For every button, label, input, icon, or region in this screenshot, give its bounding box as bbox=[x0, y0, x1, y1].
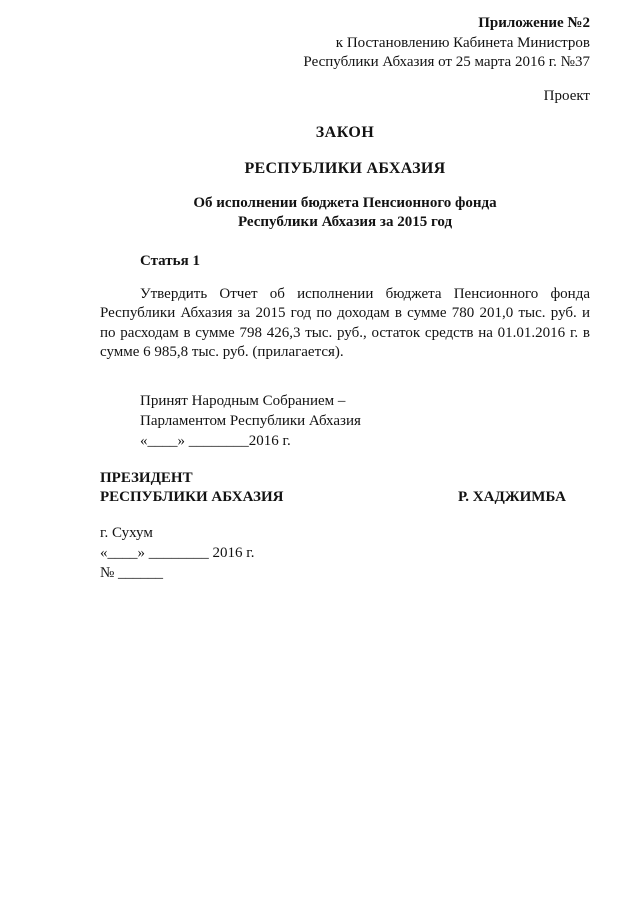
adoption-line: Принят Народным Собранием – bbox=[140, 392, 346, 409]
subject-line: Об исполнении бюджета Пенсионного фонда bbox=[193, 195, 497, 212]
date-line: «____» ________ 2016 г. bbox=[100, 545, 255, 561]
signature-row bbox=[100, 469, 590, 507]
city-line: г. Сухум bbox=[100, 524, 153, 541]
annex-line: к Постановлению Кабинета Министров bbox=[335, 34, 590, 51]
annex-title: Приложение №2 bbox=[478, 15, 590, 31]
signature-titles bbox=[100, 469, 283, 507]
subject-line: Республики Абхазия за 2015 год bbox=[237, 214, 453, 230]
adoption-block bbox=[100, 391, 590, 452]
title-block bbox=[100, 123, 590, 232]
annex-block bbox=[100, 14, 590, 73]
president-name: Р. ХАДЖИМБА bbox=[458, 489, 566, 505]
subject-title bbox=[100, 194, 590, 232]
adoption-date-line: «____» ________2016 г. bbox=[140, 433, 291, 449]
footer-block bbox=[100, 523, 590, 584]
adoption-line: Парламентом Республики Абхазия bbox=[140, 412, 361, 429]
number-line: № ______ bbox=[100, 565, 164, 582]
article-heading: Статья 1 bbox=[140, 252, 200, 269]
president-title: ПРЕЗИДЕНТ bbox=[100, 470, 193, 487]
article-body: Утвердить Отчет об исполнении бюджета Пенсионного фонда Республики Абхазия за 2015 год по доходам в сумме 780 201,0 тыс. руб. и по расходам в сумме 798 426,3 тыс. руб., остаток средств на 01.01.2016 г. в сумме 6 985,8 тыс. руб. (прилагается). bbox=[100, 285, 590, 360]
republic-title: РЕСПУБЛИКИ АБХАЗИЯ bbox=[244, 160, 446, 178]
law-title: ЗАКОН bbox=[315, 124, 375, 142]
president-republic: РЕСПУБЛИКИ АБХАЗИЯ bbox=[100, 489, 284, 505]
annex-line: Республики Абхазия от 25 марта 2016 г. №37 bbox=[303, 54, 590, 70]
draft-label: Проект bbox=[543, 87, 590, 104]
